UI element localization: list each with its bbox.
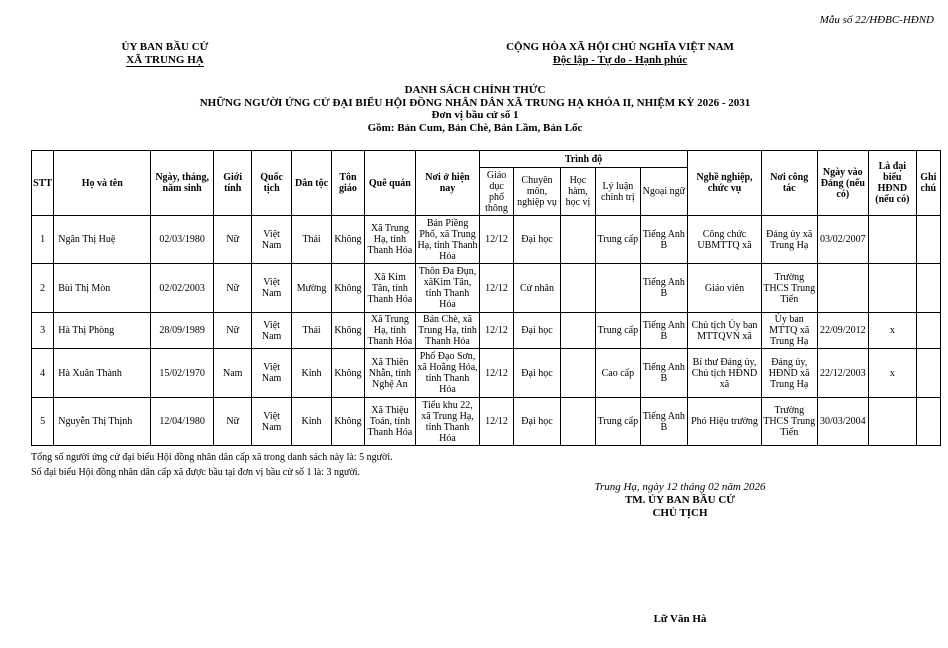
national-header (470, 41, 770, 67)
authority-line-1: ỦY BAN BẦU CỬ (121, 41, 209, 53)
title-line-3: Đơn vị bầu cử số 1 (431, 109, 519, 121)
cell-ethnicity: Thái (291, 216, 331, 264)
cell-name: Hà Thị Phòng (54, 313, 151, 349)
cell-ethnicity: Mường (291, 264, 331, 313)
cell-party-date (817, 264, 869, 313)
cell-edu-general: 12/12 (479, 313, 513, 349)
title-line-2: NHỮNG NGƯỜI ỨNG CỬ ĐẠI BIỂU HỘI ĐỒNG NHÂN DÂN XÃ TRUNG HẠ KHÓA II, NHIỆM KỲ 2026 - 2031 (199, 96, 751, 109)
table-row (32, 398, 941, 446)
cell-residence: Tiểu khu 22, xã Trung Hạ, tỉnh Thanh Hóa (416, 398, 480, 446)
header-is-delegate: Là đại biểu HĐND (nếu có) (869, 151, 917, 216)
header-occupation: Nghề nghiệp, chức vụ (688, 151, 762, 216)
cell-stt: 2 (32, 264, 54, 313)
header-hometown: Quê quán (364, 151, 416, 216)
cell-nationality: Việt Nam (252, 264, 291, 313)
cell-religion: Không (332, 264, 364, 313)
cell-stt: 4 (32, 349, 54, 398)
cell-ethnicity: Kinh (291, 349, 331, 398)
title-line-4: Gồm: Bản Cum, Bản Chè, Bản Lầm, Bản Lốc (367, 121, 583, 134)
national-title: CỘNG HÒA XÃ HỘI CHỦ NGHĨA VIỆT NAM (506, 41, 734, 53)
authority-line-2: XÃ TRUNG HẠ (126, 54, 204, 66)
header-edu-specialty: Chuyên môn, nghiệp vụ (514, 168, 561, 216)
national-motto: Độc lập - Tự do - Hạnh phúc (552, 54, 688, 66)
table-row (32, 264, 941, 313)
cell-edu-degree (560, 349, 595, 398)
document-title (150, 84, 800, 134)
table-row (32, 313, 941, 349)
cell-edu-language: Tiếng Anh B (640, 313, 688, 349)
header-workplace: Nơi công tác (761, 151, 817, 216)
cell-residence: Bản Piềng Phố, xã Trung Hạ, tỉnh Thanh Hóa (417, 217, 478, 262)
cell-hometown: Xã Thiên Nhẫn, tỉnh Nghệ An (364, 349, 416, 398)
header-note: Ghi chú (916, 151, 940, 216)
cell-edu-language: Tiếng Anh B (640, 216, 688, 264)
elected-count-note: Số đại biểu Hội đồng nhân dân cấp xã được bầu tại đơn vị bầu cử số 1 là: 3 người. (31, 467, 361, 478)
cell-occupation: Công chức UBMTTQ xã (688, 216, 762, 264)
cell-edu-general: 12/12 (479, 264, 513, 313)
cell-gender: Nữ (213, 398, 251, 446)
cell-edu-specialty: Đại học (514, 216, 561, 264)
cell-ethnicity: Thái (291, 313, 331, 349)
cell-dob: 28/09/1989 (151, 313, 214, 349)
cell-hometown: Xã Thiệu Toán, tỉnh Thanh Hóa (364, 398, 416, 446)
cell-ethnicity: Kinh (291, 398, 331, 446)
cell-edu-politics: Cao cấp (596, 349, 640, 398)
header-edu-language: Ngoại ngữ (640, 168, 688, 216)
cell-name: Nguyễn Thị Thịnh (54, 398, 151, 446)
cell-name: Ngân Thị Huệ (54, 216, 151, 264)
cell-gender: Nam (213, 349, 251, 398)
cell-hometown: Xã Trung Hạ, tỉnh Thanh Hóa (364, 216, 416, 264)
cell-edu-general: 12/12 (479, 349, 513, 398)
cell-party-date: 22/09/2012 (817, 313, 869, 349)
cell-edu-politics: Trung cấp (596, 216, 640, 264)
signing-date: Trung Hạ, ngày 12 tháng 02 năm 2026 (594, 481, 766, 493)
cell-workplace: Trường THCS Trung Tiến (761, 398, 817, 446)
title-line-1: DANH SÁCH CHÍNH THỨC (404, 84, 546, 96)
cell-edu-politics (596, 264, 640, 313)
cell-hometown: Xã Kim Tân, tỉnh Thanh Hóa (364, 264, 416, 313)
cell-is-delegate (869, 216, 917, 264)
cell-gender: Nữ (213, 216, 251, 264)
cell-is-delegate: x (869, 313, 917, 349)
total-candidates-note: Tổng số người ứng cử đại biểu Hội đồng nhân dân cấp xã trong danh sách này là: 5 người. (31, 452, 393, 463)
cell-residence: Thôn Đa Đụn, xãKim Tân, tỉnh Thanh Hóa (416, 264, 480, 313)
header-ethnicity: Dân tộc (291, 151, 331, 216)
cell-stt: 3 (32, 313, 54, 349)
cell-workplace: Ủy ban MTTQ xã Trung Hạ (761, 313, 817, 349)
issuing-authority (100, 41, 230, 67)
header-dob: Ngày, tháng, năm sinh (151, 151, 214, 216)
cell-is-delegate (869, 398, 917, 446)
cell-edu-politics: Trung cấp (596, 398, 640, 446)
cell-dob: 02/02/2003 (151, 264, 214, 313)
header-religion: Tôn giáo (332, 151, 364, 216)
cell-workplace: Trường THCS Trung Tiến (761, 264, 817, 313)
cell-occupation: Bí thư Đảng ủy, Chủ tịch HĐND xã (688, 349, 762, 398)
cell-residence: Phố Đạo Sơn, xã Hoằng Hóa, tỉnh Thanh Hóa (416, 349, 480, 398)
cell-name: Bùi Thị Mòn (54, 264, 151, 313)
cell-gender: Nữ (213, 313, 251, 349)
form-number: Mẫu số 22/HĐBC-HĐND (819, 14, 934, 26)
table-row (32, 216, 941, 264)
cell-occupation: Phó Hiệu trưởng (688, 398, 762, 446)
cell-occupation: Giáo viên (688, 264, 762, 313)
header-stt: STT (32, 151, 54, 216)
cell-edu-degree (560, 216, 595, 264)
cell-religion: Không (332, 216, 364, 264)
header-education: Trình độ (479, 151, 687, 168)
cell-edu-politics: Trung cấp (596, 313, 640, 349)
cell-edu-degree (560, 398, 595, 446)
cell-nationality: Việt Nam (252, 313, 291, 349)
table-row (32, 349, 941, 398)
cell-gender: Nữ (213, 264, 251, 313)
cell-edu-language: Tiếng Anh B (640, 398, 688, 446)
cell-is-delegate (869, 264, 917, 313)
cell-edu-degree (560, 313, 595, 349)
header-edu-general: Giáo dục phổ thông (479, 168, 513, 216)
cell-workplace: Đảng ủy, HĐND xã Trung Hạ (761, 349, 817, 398)
cell-edu-general: 12/12 (479, 398, 513, 446)
cell-party-date: 22/12/2003 (817, 349, 869, 398)
cell-note (916, 264, 940, 313)
cell-workplace: Đảng ủy xã Trung Hạ (761, 216, 817, 264)
cell-nationality: Việt Nam (252, 398, 291, 446)
cell-name: Hà Xuân Thành (54, 349, 151, 398)
cell-edu-language: Tiếng Anh B (640, 349, 688, 398)
cell-religion: Không (332, 398, 364, 446)
cell-nationality: Việt Nam (252, 216, 291, 264)
cell-edu-specialty: Đại học (514, 313, 561, 349)
cell-party-date: 03/02/2007 (817, 216, 869, 264)
header-nationality: Quốc tịch (252, 151, 291, 216)
cell-note (916, 349, 940, 398)
cell-note (916, 216, 940, 264)
cell-edu-general: 12/12 (479, 216, 513, 264)
cell-party-date: 30/03/2004 (817, 398, 869, 446)
cell-stt: 5 (32, 398, 54, 446)
cell-dob: 12/04/1980 (151, 398, 214, 446)
cell-religion: Không (332, 313, 364, 349)
cell-religion: Không (332, 349, 364, 398)
header-edu-degree: Học hàm, học vị (560, 168, 595, 216)
header-gender: Giới tính (213, 151, 251, 216)
cell-nationality: Việt Nam (252, 349, 291, 398)
cell-edu-specialty: Cử nhân (514, 264, 561, 313)
candidate-table (31, 150, 941, 446)
header-edu-politics: Lý luận chính trị (596, 168, 640, 216)
cell-edu-specialty: Đại học (514, 349, 561, 398)
cell-note (916, 313, 940, 349)
cell-edu-language: Tiếng Anh B (640, 264, 688, 313)
cell-residence: Bản Chè, xã Trung Hạ, tỉnh Thanh Hóa (416, 313, 480, 349)
header-residence: Nơi ở hiện nay (416, 151, 480, 216)
cell-is-delegate: x (869, 349, 917, 398)
header-party-date: Ngày vào Đảng (nếu có) (817, 151, 869, 216)
header-name: Họ và tên (54, 151, 151, 216)
cell-edu-specialty: Đại học (514, 398, 561, 446)
signing-organization: TM. ỦY BAN BẦU CỬ (624, 494, 736, 506)
cell-hometown: Xã Trung Hạ, tỉnh Thanh Hóa (364, 313, 416, 349)
cell-stt: 1 (32, 216, 54, 264)
cell-note (916, 398, 940, 446)
signing-title: CHỦ TỊCH (652, 507, 708, 519)
cell-dob: 15/02/1970 (151, 349, 214, 398)
cell-edu-degree (560, 264, 595, 313)
signer-name: Lữ Văn Hà (653, 613, 707, 625)
cell-occupation: Chủ tịch Ủy ban MTTQVN xã (688, 313, 762, 349)
cell-dob: 02/03/1980 (151, 216, 214, 264)
